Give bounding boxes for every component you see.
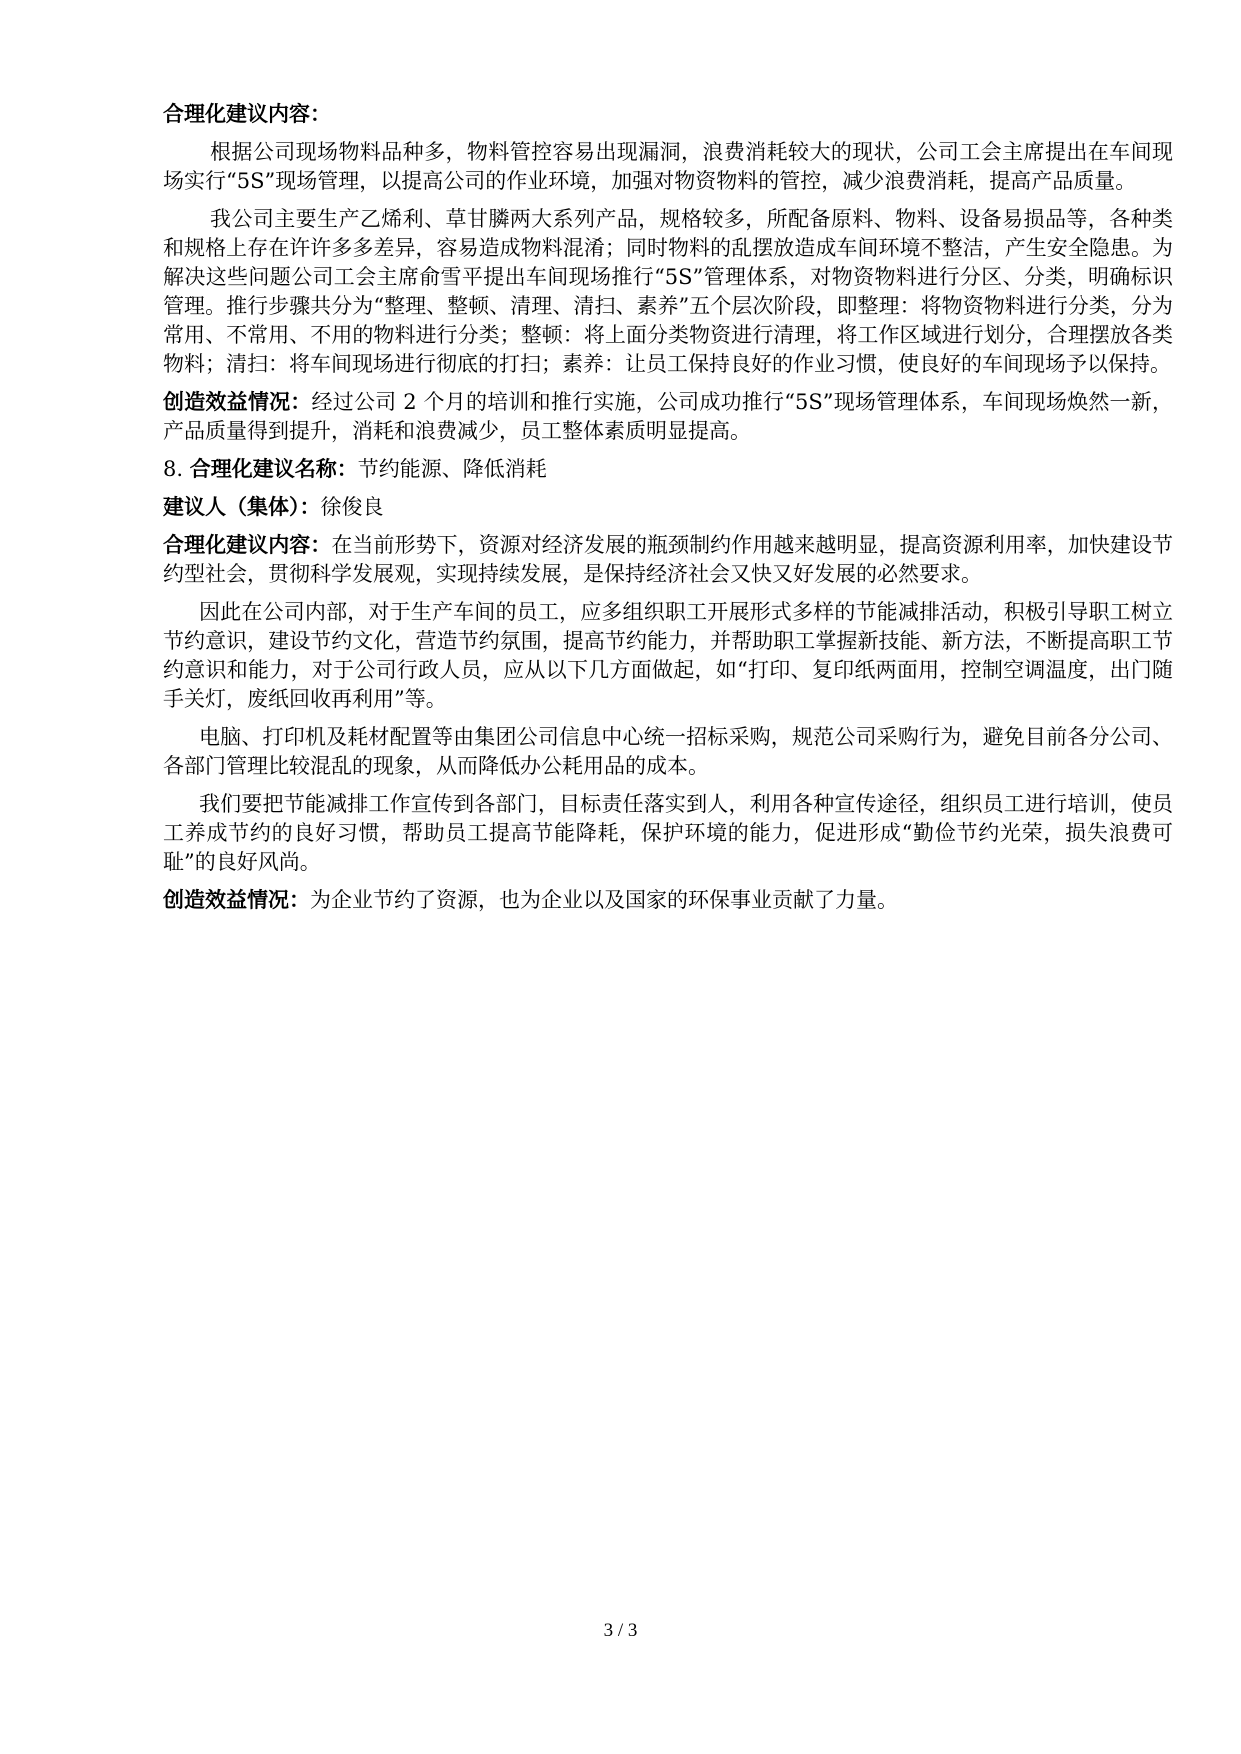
section7-paragraph-2: 我公司主要生产乙烯利、草甘膦两大系列产品，规格较多，所配备原料、物料、设备易损品等，各种类和规格上存在许许多多差异，容易造成物料混淆；同时物料的乱摆放造成车间环境不整洁，产生安全隐患。为解决这些问题公司工会主席俞雪平提出车间现场推行“5S”管理体系，对物资物料进行分区、分类，明确标识管理。推行步骤共分为“整理、整顿、清理、清扫、素养”五个层次阶段，即整理：将物资物料进行分类，分为常用、不常用、不用的物料进行分类；整顿：将上面分类物资进行清理，将工作区域进行划分，合理摆放各类物料；清扫：将车间现场进行彻底的打扫；素养：让员工保持良好的作业习惯，使良好的车间现场予以保持。	[163, 207, 1173, 376]
section7-content-label: 合理化建议内容：	[163, 102, 331, 126]
section7-benefit-text: 经过公司 2 个月的培训和推行实施，公司成功推行“5S”现场管理体系，车间现场焕然一新，产品质量得到提升，消耗和浪费减少，员工整体素质明显提高。	[163, 390, 1173, 443]
section8-benefit-label: 创造效益情况：	[163, 888, 310, 912]
section8-paragraph-2: 因此在公司内部，对于生产车间的员工，应多组织职工开展形式多样的节能减排活动，积极引导职工树立节约意识，建设节约文化，营造节约氛围，提高节约能力，并帮助职工掌握新技能、新方法，不断提高职工节约意识和能力，对于公司行政人员，应从以下几方面做起，如“打印、复印纸两面用，控制空调温度，出门随手关灯，废纸回收再利用”等。	[163, 600, 1173, 711]
section8-number: 8.	[163, 457, 190, 481]
page-number: 3 / 3	[603, 1620, 638, 1641]
section8-proposer-value: 徐俊良	[320, 495, 384, 519]
section8-proposer	[163, 493, 1173, 522]
section7-benefit-label: 创造效益情况：	[163, 390, 312, 414]
section8-name-value: 节约能源、降低消耗	[357, 457, 547, 481]
section8-name-label: 合理化建议名称：	[189, 457, 358, 481]
section7-paragraph-1: 根据公司现场物料品种多，物料管控容易出现漏洞，浪费消耗较大的现状，公司工会主席提出在车间现场实行“5S”现场管理，以提高公司的作业环境，加强对物资物料的管控，减少浪费消耗，提高产品质量。	[163, 140, 1173, 193]
document-body	[163, 100, 1173, 924]
section8-benefit	[163, 886, 1173, 915]
section8-proposer-label: 建议人（集体）：	[163, 495, 321, 519]
section8-content	[163, 531, 1173, 589]
section8-title	[163, 455, 1173, 484]
section8-paragraph-4: 我们要把节能减排工作宣传到各部门，目标责任落实到人，利用各种宣传途径，组织员工进行培训，使员工养成节约的良好习惯，帮助员工提高节能降耗，保护环境的能力，促进形成“勤俭节约光荣，损失浪费可耻”的良好风尚。	[163, 792, 1173, 874]
section7-content-heading	[163, 100, 1173, 129]
section8-benefit-text: 为企业节约了资源，也为企业以及国家的环保事业贡献了力量。	[310, 888, 898, 912]
section8-paragraph-3: 电脑、打印机及耗材配置等由集团公司信息中心统一招标采购，规范公司采购行为，避免目前各分公司、各部门管理比较混乱的现象，从而降低办公耗用品的成本。	[163, 725, 1173, 778]
section8-content-label: 合理化建议内容：	[163, 533, 332, 557]
section7-benefit	[163, 388, 1173, 446]
section8-content-text: 在当前形势下，资源对经济发展的瓶颈制约作用越来越明显，提高资源利用率，加快建设节约型社会，贯彻科学发展观，实现持续发展，是保持经济社会又快又好发展的必然要求。	[163, 533, 1173, 586]
